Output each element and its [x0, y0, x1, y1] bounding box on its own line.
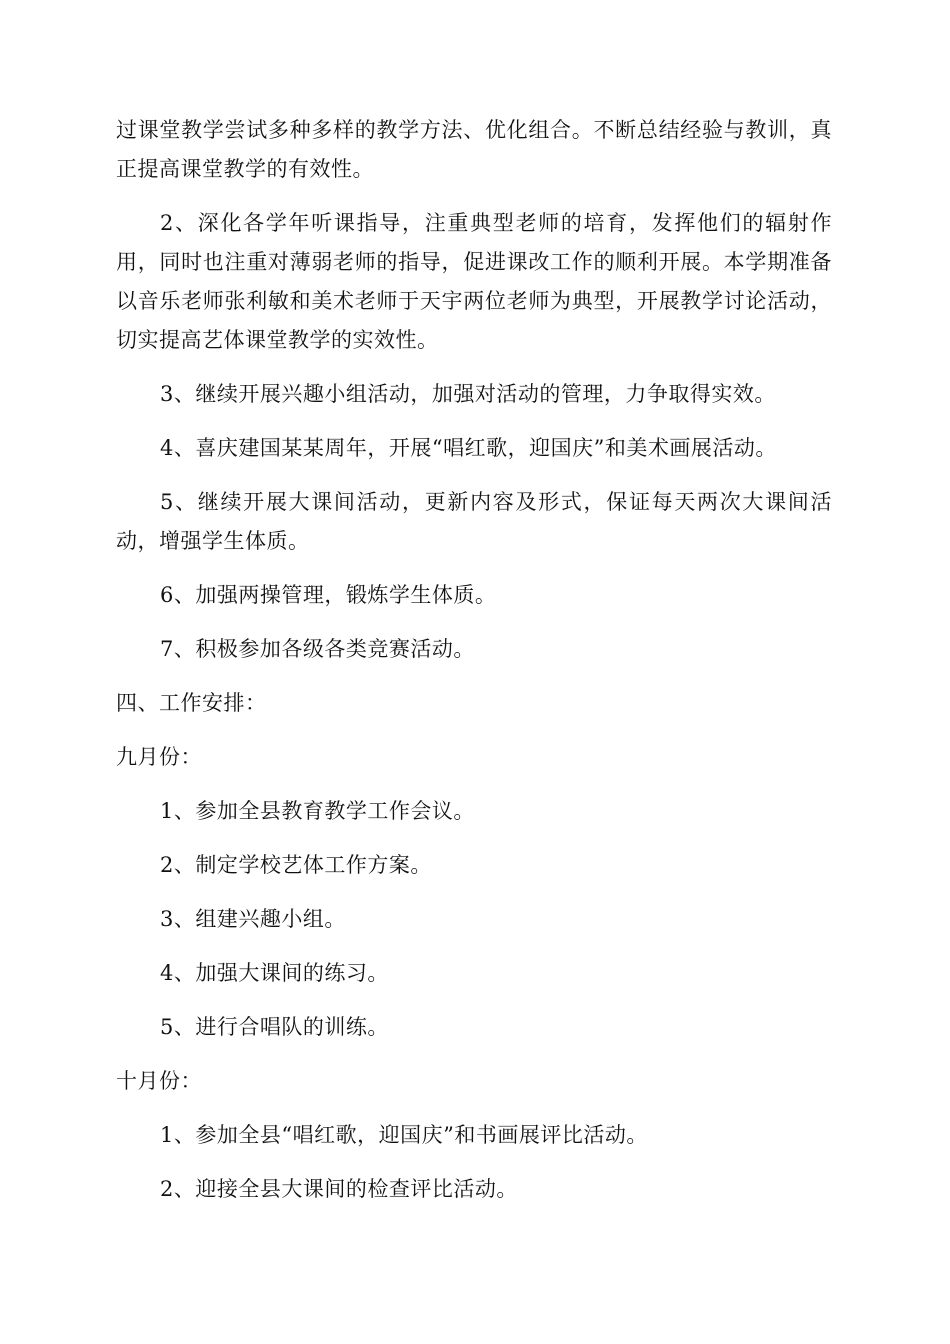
paragraph-continuation: 过课堂教学尝试多种多样的教学方法、优化组合。不断总结经验与教训，真正提高课堂教学的有效性。 — [116, 118, 832, 181]
paragraph-item-6: 6、加强两操管理，锻炼学生体质。 — [160, 583, 497, 607]
document-body — [116, 111, 832, 1209]
september-item-1: 1、参加全县教育教学工作会议。 — [160, 799, 475, 823]
september-item-3: 3、组建兴趣小组。 — [160, 907, 346, 931]
paragraph-item-3: 3、继续开展兴趣小组活动，加强对活动的管理，力争取得实效。 — [160, 382, 776, 406]
september-item-4: 4、加强大课间的练习。 — [160, 961, 389, 985]
month-heading-october: 十月份： — [116, 1069, 202, 1093]
section-heading-work-arrangement: 四、工作安排： — [116, 691, 267, 715]
paragraph-item-5: 5、继续开展大课间活动，更新内容及形式，保证每天两次大课间活动，增强学生体质。 — [116, 490, 832, 553]
month-heading-september: 九月份： — [116, 745, 202, 769]
september-item-2: 2、制定学校艺体工作方案。 — [160, 853, 432, 877]
october-item-2: 2、迎接全县大课间的检查评比活动。 — [160, 1177, 518, 1201]
october-item-1: 1、参加全县“唱红歌，迎国庆”和书画展评比活动。 — [160, 1123, 648, 1147]
paragraph-item-7: 7、积极参加各级各类竞赛活动。 — [160, 637, 475, 661]
paragraph-item-4: 4、喜庆建国某某周年，开展“唱红歌，迎国庆”和美术画展活动。 — [160, 436, 777, 460]
paragraph-item-2: 2、深化各学年听课指导，注重典型老师的培育，发挥他们的辐射作用，同时也注重对薄弱老师的指导，促进课改工作的顺利开展。本学期准备以音乐老师张利敏和美术老师于天宇两位老师为典型，开展教学讨论活动，切实提高艺体课堂教学的实效性。 — [116, 211, 832, 352]
september-item-5: 5、进行合唱队的训练。 — [160, 1015, 389, 1039]
